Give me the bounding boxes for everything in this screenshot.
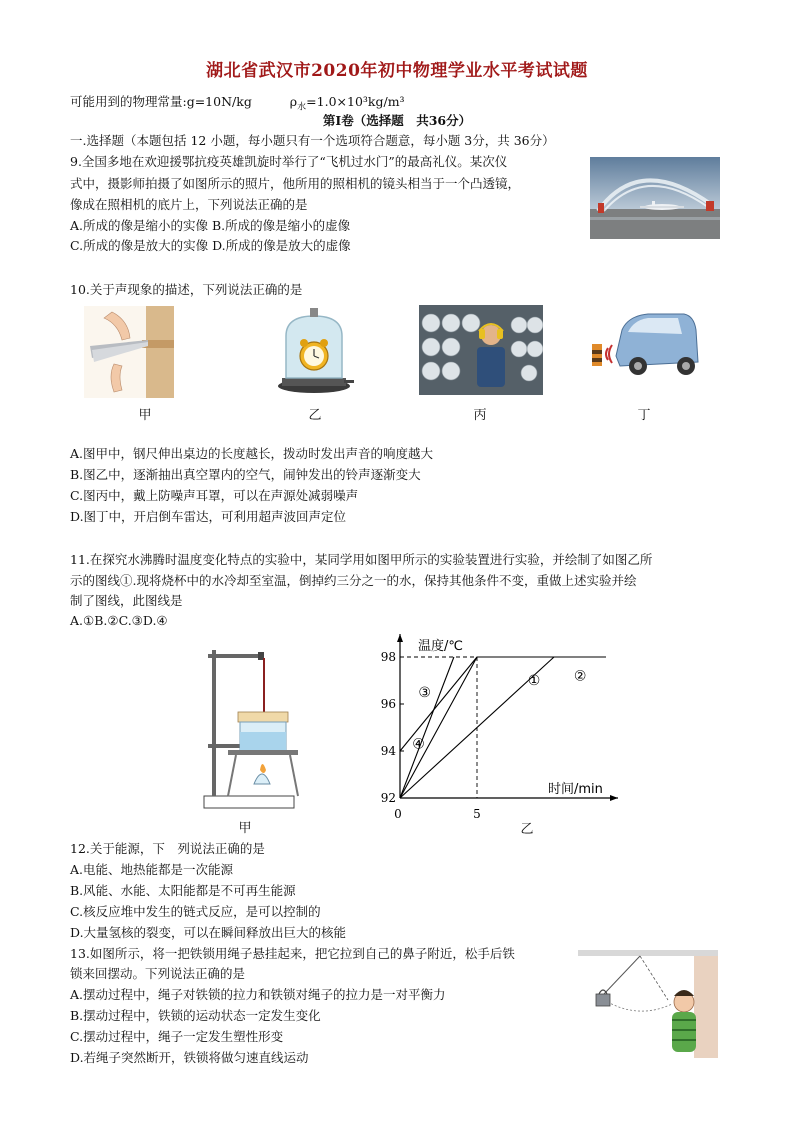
page-title: 湖北省武汉市2020年初中物理学业水平考试试题 <box>206 61 588 81</box>
q12-option-b: B.风能、水能、太阳能都是不可再生能源 <box>70 883 296 898</box>
boiling-apparatus-figure <box>198 646 302 812</box>
x-tick-label: 5 <box>473 807 481 821</box>
q11-caption-left: 甲 <box>238 821 252 836</box>
x-axis-label: 时间/min <box>548 782 603 797</box>
series-line <box>400 657 454 798</box>
ruler-on-table-figure <box>84 306 174 398</box>
q12-option-d: D.大量氢核的裂变，可以在瞬间释放出巨大的核能 <box>70 925 347 940</box>
q10-option-c: C.图丙中，戴上防噪声耳罩，可以在声源处减弱噪声 <box>70 488 359 503</box>
q10-caption-yi: 乙 <box>308 408 322 423</box>
q13-option-d: D.若绳子突然断开，铁锁将做匀速直线运动 <box>70 1050 309 1065</box>
y-tick-label: 94 <box>380 744 396 758</box>
q9-stem-line-3: 像成在照相机的底片上，下列说法正确的是 <box>70 197 308 212</box>
series-label: ① <box>527 673 541 690</box>
bell-jar-figure <box>272 306 356 398</box>
q10-caption-ding: 丁 <box>637 408 651 423</box>
constants-prefix: 可能用到的物理常量:g=10N/kg <box>70 94 252 109</box>
q11-stem-line-3: 制了图线，此图线是 <box>70 593 183 608</box>
x-tick-label: 0 <box>394 807 402 821</box>
q10-caption-bing: 丙 <box>473 408 487 423</box>
series-line <box>400 657 585 798</box>
y-tick-label: 98 <box>380 650 396 664</box>
q10-caption-jia: 甲 <box>138 408 152 423</box>
series-label: ② <box>573 668 587 685</box>
q13-stem-line-2: 锁来回摆动。下列说法正确的是 <box>70 966 246 981</box>
q13-option-c: C.摆动过程中，绳子一定发生塑性形变 <box>70 1029 284 1044</box>
q9-option-ab: A.所成的像是缩小的实像 B.所成的像是缩小的虚像 <box>70 218 351 233</box>
q9-stem-line-1: 9.全国多地在欢迎援鄂抗疫英雄凯旋时举行了“飞机过水门”的最高礼仪。某次仪 <box>70 154 508 169</box>
rho-symbol: ρ <box>289 94 298 109</box>
reversing-car-figure <box>586 304 700 380</box>
q13-option-a: A.摆动过程中，绳子对铁锁的拉力和铁锁对绳子的拉力是一对平衡力 <box>70 987 446 1002</box>
q12-option-c: C.核反应堆中发生的链式反应，是可以控制的 <box>70 904 321 919</box>
q10-stem: 10.关于声现象的描述，下列说法正确的是 <box>70 282 303 297</box>
x-axis-arrow <box>610 795 618 801</box>
rho-value: =1.0×10³kg/m³ <box>306 94 405 109</box>
q10-option-a: A.图甲中，钢尺伸出桌边的长度越长，拨动时发出声音的响度越大 <box>70 446 434 461</box>
temperature-time-chart <box>356 626 626 826</box>
rho-subscript: 水 <box>297 102 307 113</box>
q11-stem-line-1: 11.在探究水沸腾时温度变化特点的实验中，某同学用如图甲所示的实验装置进行实验，并绘制了如图乙所 <box>70 552 653 567</box>
q13-stem-line-1: 13.如图所示，将一把铁锁用绳子悬挂起来，把它拉到自己的鼻子附近，松手后铁 <box>70 946 515 961</box>
section-intro: 一.选择题（本题包括 12 小题，每小题只有一个选项符合题意，每小题 3分，共 36分） <box>70 133 555 148</box>
q9-stem-line-2: 式中，摄影师拍摄了如图所示的照片，他所用的照相机的镜头相当于一个凸透镜， <box>70 176 521 191</box>
q12-option-a: A.电能、地热能都是一次能源 <box>70 862 234 877</box>
factory-worker-figure <box>419 305 543 395</box>
q9-option-cd: C.所成的像是放大的实像 D.所成的像是放大的虚像 <box>70 238 351 253</box>
q10-option-b: B.图乙中，逐渐抽出真空罩内的空气，闹钟发出的铃声逐渐变大 <box>70 467 421 482</box>
water-salute-photo <box>590 157 720 239</box>
series-label: ④ <box>412 736 425 753</box>
pendulum-lock-figure <box>578 950 718 1058</box>
y-tick-label: 92 <box>380 791 396 805</box>
q13-option-b: B.摆动过程中，铁锁的运动状态一定发生变化 <box>70 1008 321 1023</box>
y-tick-label: 96 <box>380 697 396 711</box>
q11-options: A.①B.②C.③D.④ <box>70 613 168 628</box>
q11-caption-right: 乙 <box>520 822 534 837</box>
y-axis-arrow <box>397 634 403 642</box>
section-title: 第Ⅰ卷（选择题 共36分） <box>322 113 472 128</box>
q11-stem-line-2: 示的图线①.现将烧杯中的水冷却至室温，倒掉约三分之一的水，保持其他条件不变，重做上述实验并绘 <box>70 573 637 588</box>
q12-stem: 12.关于能源，下 列说法正确的是 <box>70 841 265 856</box>
q10-option-d: D.图丁中，开启倒车雷达，可利用超声波回声定位 <box>70 509 347 524</box>
series-label: ③ <box>418 684 431 701</box>
y-axis-label: 温度/℃ <box>418 639 463 654</box>
